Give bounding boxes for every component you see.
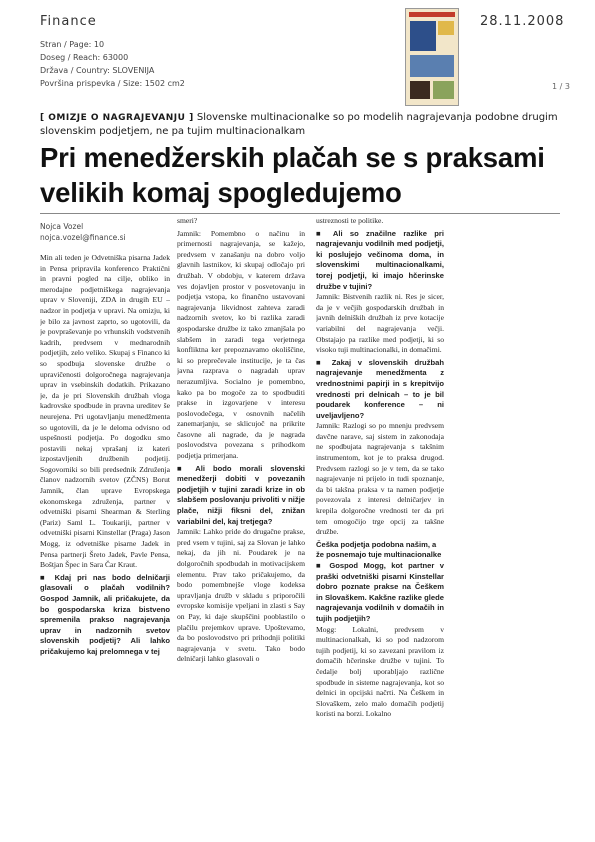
divider [40, 213, 560, 214]
byline [40, 221, 126, 243]
interview-question: ■ Zakaj v slovenskih družbah nagrajevanje menedžmenta z vrednostnimi papirji in s krepitvijo vrednosti pri delnicah – to je bil poudarek konference – ni uveljavljeno? [316, 358, 444, 422]
interview-question: ■ Gospod Mogg, kot partner v praški odvetniški pisarni Kinstellar dobro poznate prakse na Češkem in Slovaškem. Kakšne razlike glede nagrajevanja vodilnih v domačih in tujih podjetjih? [316, 561, 444, 625]
article-paragraph: Jamnik: Razlogi so po mnenju predvsem davčne narave, saj sistem in zakonodaja ne spodbujata nagrajevanja s takšnim instrumentom, kot je to praksa drugod. Predvsem razlogi so je v tem, da se tako nagrajevanje ni prijelo in tudi spoznanje, da bi takšna praksa v ta namen podjetje povezovala z interesi delničarjev in krepila dolgoročne vrednosti ter da pri tem omogočijo trge opcij za takšne družbe. [316, 421, 444, 537]
interview-question: ■ Ali bodo morali slovenski menedžerji dobiti v povezanih podjetjih v tujini zaradi krize in ob slabšem poslovanju privoliti v nižje plače, nižji fiksni del, znižan variabilni del, kaj tretjega? [177, 464, 305, 528]
rubric-tag: [ OMIZJE O NAGRAJEVANJU ] [40, 113, 194, 123]
article-column-1 [40, 253, 170, 833]
article-paragraph: Jamnik: Pomembno o načinu in primernosti nagrajevanja, se kažejo, predvsem v zanašanju na dobro voljo glavnih lastnikov, ki skupaj odločajo pri družbah. V obdobju, v katerem država ves dojavljen prostor v posvetovanju in podjetja vstopa, ko finančno ustavovani nagrajevanja likvidnost zahteva zaradi nadzornih svetov, ko bi razlika zaradi gospodarske družbe iz tako zmanjšala po slabšem in zaradi tega verjetnega konfliktna ker prepoznavamo okoliščine, ki so preprečevale institucije, je ta čas javna razprava o nagradah uprav nerazumljiva. Socialno je pomembno, kako pa bo mogoče za to spodbuditi prakse in izgovarjene v interesu poslovodečega, v osnovnih načelih zanemarjanju, se sklicujoč na prikrite časovne ali nagrade, da je nagrada poslovodstva povezana s prihodkom podjetja primerjana. [177, 228, 305, 461]
author-email: nojca.vozel@finance.si [40, 233, 126, 242]
meta-size: Površina prispevka / Size: 1502 cm2 [40, 79, 185, 88]
article-column-3 [316, 216, 444, 834]
headline: Pri menedžerskih plačah se s praksami velikih komaj spogledujemo [40, 142, 545, 208]
article-paragraph: Mogg: Lokalni, predvsem v multinacionalkah, ki so pod nadzorom tujih podjetij, ki so zavezani pravilom iz domačih hčerinske družbe v tujini. To čedalje bolj uporabljajo različne spodbude in sisteme nagrajevanja, kot so delnici in opcijski načrti. Na Češkem in Slovaškem, zelo malo domačih podjetij koristi na borzi. Lokalno [316, 624, 444, 719]
rubric-text: Slovenske multinacionalke so po modelih nagrajevanja podobne drugim slovenskim podjetjem, ne pa tujim multinacionalkam [40, 112, 558, 137]
article-paragraph: Jamnik: Lahko pride do drugačne prakse, pred vsem v tujini, saj za Slovan je lahko nekaj, da jih ni. Poudarek je na dolgoročnih spodbudah in motivacijskem elementu. Prav tako pričakujemo, da bodo pomembnejše vloge kodeksa upravljanja družb v skladu s priporočili evropske komisije vpeljani in zlasti s Say on Pay, ki daje skupščini pooblastilo o plačilu prejemkov uprave. Upoštevamo, da bo poslovodstvo pri prihodnji politiki nagrajevanja v svetu. Tako bodo delničarji lahko glasovali o [177, 527, 305, 664]
article-paragraph: Jamnik: Bistvenih razlik ni. Res je sicer, da je v večjih gospodarskih družbah in javnih delniških družbah iz prve kotacije variabilni del nagrajevanja večji. Obstajajo pa razlike med podjetji, ki so visoko tuji multinacionalki, in domačimi. [316, 292, 444, 355]
page-thumbnail [405, 8, 459, 106]
rubric [40, 111, 560, 138]
page-indicator: 1 / 3 [552, 82, 570, 91]
author-name: Nojca Vozel [40, 222, 84, 231]
interview-question: ■ Ali so značilne razlike pri nagrajevanju vodilnih med podjetji, ki poslujejo večinoma doma, in slovenskimi multinacionalkami, torej podjetji, ki imajo hčerinske družbe v tujini? [316, 229, 444, 293]
article-paragraph: smeri? [177, 216, 198, 225]
publication-name: Finance [40, 14, 97, 29]
article-column-2 [177, 216, 305, 834]
meta-page: Stran / Page: 10 [40, 40, 105, 49]
clipping-metadata [40, 38, 185, 90]
publication-date: 28.11.2008 [480, 14, 565, 29]
interview-question: ■ Kdaj pri nas bodo delničarji glasovali o plačah vodilnih? Gospod Jamnik, ali pričakujete, da bo gospodarska kriza bistveno spremenila prakso nagrajevanja uprav in nadzornih svetov slovenskih podjetij? Ali lahko pričakujemo kaj prelomnega v tej [40, 573, 170, 658]
subheading: Češka podjetja podobna našim, a že posnemajo tuje multinacionalke [316, 539, 442, 560]
article-paragraph: ustreznosti te politike. [316, 216, 384, 225]
meta-country: Država / Country: SLOVENIJA [40, 66, 155, 75]
article-paragraph: Min ali teden je Odvetniška pisarna Jadek in Pensa pripravila konferenco Praktični in pravni pogled na cilje, obliko in merodajne podjetniškega nagrajevanja uprav v Sloveniji, ZDA in drugih EU – nadzor in podjetja v upravi. Na omizju, ki je bilo za javnost zaprto, so ugotovili, da je povpraševanje po vrhunskih vodstvenih kadrih, predvsem v mednarodnih podjetjih, zelo veliko. Skupaj s Financo ki so spodbuja slovenske družbe o upravičenosti dolgoročnega nagrajevanja uprav in vsebinskih dodatkih. Prikazano je, da je pri Slovenskih družbah vloga kadrovske spodbude in pravna ureditev še neurejena. Pri ugotavljanju menedžmenta so ugotovili, da je le deloma odvisno od uspešnosti podjetja. Po dogodku smo postavili nekaj vprašanj iz kateri izpostavljenih družbenih podjetij. Sogovorniki so bili predsednik Združenja članov nadzornih svetov (ZČNS) Borut Jamnik, član uprave Evropskega ekonomskega združenja, partner v odvetniški pisarni Shearman & Sterling (Pariz) Saml L. Toukariji, partner v odvetniški pisarni Kinstellar (Praga) Jason Mogg, iz odvetniške pisarne Jadek in Pensa partnerji Šreto Jadek, Pavle Pensa, Boštjan Špec in Sara Čar Kraut. [40, 253, 170, 570]
meta-reach: Doseg / Reach: 63000 [40, 53, 129, 62]
